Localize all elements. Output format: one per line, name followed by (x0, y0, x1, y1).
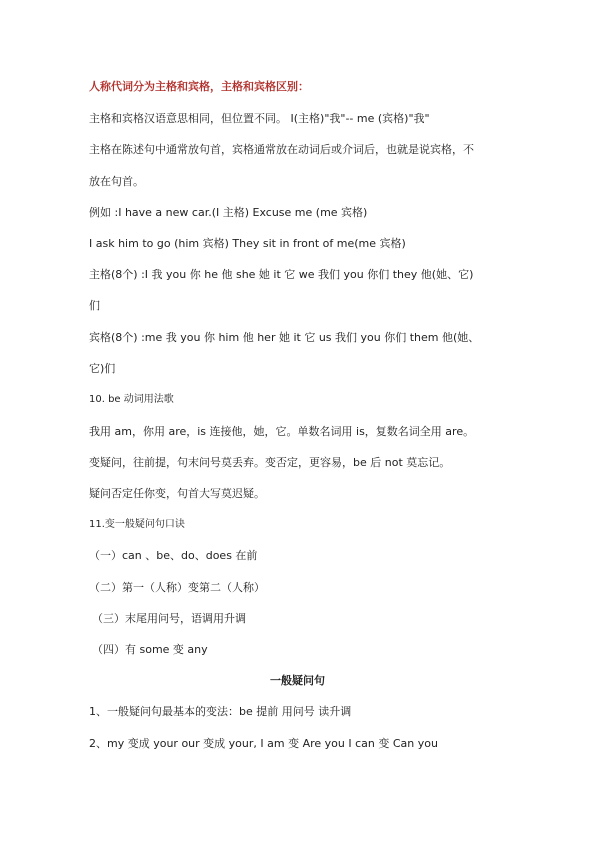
text-line: 我用 am，你用 are，is 连接他，她，它。单数名词用 is，复数名词全用 are。 (89, 425, 475, 438)
text-line: 例如 :I have a new car.(I 主格) Excuse me (me 宾格) (89, 206, 368, 219)
text-line: 疑问否定任你变，句首大写莫迟疑。 (89, 487, 265, 500)
centered-title-general-question: 一般疑问句 (270, 674, 325, 687)
list-item: （四）有 some 变 any (92, 643, 208, 656)
text-line: 1、一般疑问句最基本的变法：be 提前 用问号 读升调 (89, 705, 352, 718)
text-line: 主格在陈述句中通常放句首，宾格通常放在动词后或介词后，也就是说宾格，不 (89, 143, 474, 156)
text-line: 主格和宾格汉语意思相同，但位置不同。 I(主格)"我"-- me (宾格)"我" (89, 112, 430, 125)
text-line: 放在句首。 (89, 175, 144, 188)
text-line: 宾格(8个) :me 我 you 你 him 他 her 她 it 它 us 我们 you 你们 them 他(她、 (89, 331, 480, 344)
section-heading-questions: 11.变一般疑问句口诀 (89, 519, 185, 530)
text-line: 2、my 变成 your our 变成 your, I am 变 Are you I can 变 Can you (89, 737, 438, 750)
section-heading-be-verb: 10. be 动词用法歌 (89, 394, 174, 405)
text-line: 变疑问，往前提，句末问号莫丢弃。变否定，更容易，be 后 not 莫忘记。 (89, 456, 451, 469)
section-heading-pronouns: 人称代词分为主格和宾格，主格和宾格区别： (89, 80, 309, 93)
list-item: （二）第一（人称）变第二（人称） (89, 581, 265, 594)
list-item: （三）末尾用问号，语调用升调 (92, 612, 246, 625)
text-line: I ask him to go (him 宾格) They sit in front of me(me 宾格) (89, 237, 406, 250)
text-line: 主格(8个) :I 我 you 你 he 他 she 她 it 它 we 我们 you 你们 they 他(她、它) (89, 268, 474, 281)
text-line: 们 (89, 299, 100, 312)
list-item: （一）can 、be、do、does 在前 (89, 549, 258, 562)
text-line: 它)们 (89, 362, 116, 375)
